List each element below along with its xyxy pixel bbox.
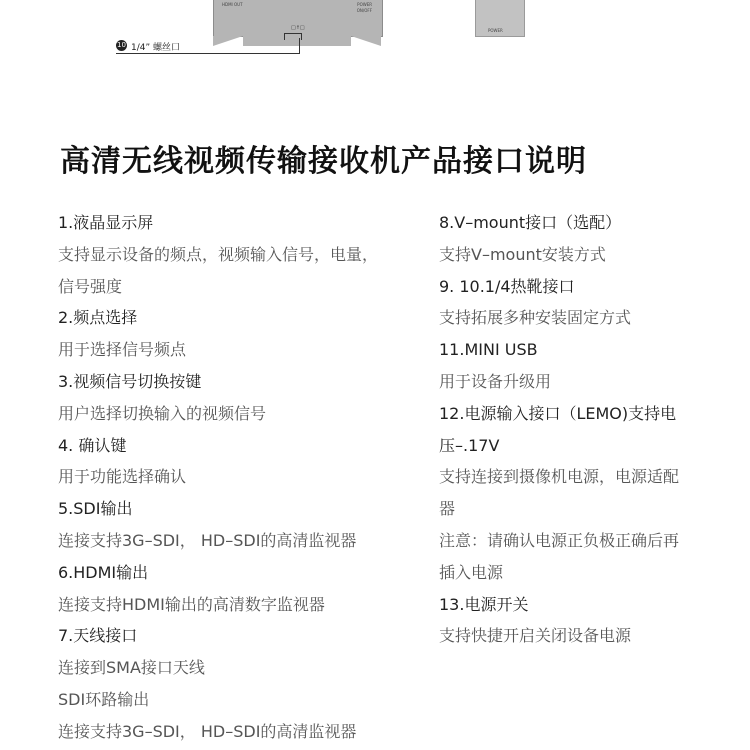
section-description: SDI环路输出 xyxy=(58,689,150,709)
section-description: 器 xyxy=(439,499,456,519)
port-label: □↑□ xyxy=(291,25,305,31)
leader-line-drop xyxy=(299,38,300,54)
device-diagram xyxy=(0,0,750,60)
side-device-label: POWER xyxy=(488,28,503,33)
section-heading: 1.液晶显示屏 xyxy=(58,213,154,232)
section-description: 用于设备升级用 xyxy=(439,371,552,391)
section-heading: 13.电源开关 xyxy=(439,594,529,614)
right-column xyxy=(439,207,729,652)
section-heading: 7.天线接口 xyxy=(58,626,138,646)
section-description: 信号强度 xyxy=(58,276,123,296)
section-description: 插入电源 xyxy=(439,562,504,582)
section-heading: 8.V–mount接口（选配） xyxy=(439,213,622,232)
section-heading: 3.视频信号切换按键 xyxy=(58,371,202,391)
section-heading: 2.频点选择 xyxy=(58,308,138,328)
section-description: 支持显示设备的频点，视频输入信号，电量， xyxy=(58,244,379,264)
side-view-device-drawing xyxy=(475,0,525,37)
device-chamfer-right xyxy=(351,36,381,46)
section-description: 支持连接到摄像机电源，电源适配 xyxy=(439,467,680,487)
device-label-right-bottom: ON/OFF xyxy=(356,8,372,13)
section-description: 用于功能选择确认 xyxy=(58,467,187,487)
callout-number-badge: 10 xyxy=(117,41,126,49)
section-description: 连接支持3G–SDI， HD–SDI的高清监视器 xyxy=(58,530,357,550)
device-label-left: HDMI OUT xyxy=(222,2,243,7)
section-description: 连接支持3G–SDI， HD–SDI的高清监视器 xyxy=(58,721,357,741)
left-column xyxy=(58,207,388,748)
section-description: 支持V–mount安装方式 xyxy=(439,244,606,264)
leader-line xyxy=(116,53,300,54)
section-heading: 9. 10.1/4热靴接口 xyxy=(439,276,575,296)
section-description: 支持快捷开启关闭设备电源 xyxy=(439,626,632,646)
callout-text: 1/4” 螺丝口 xyxy=(131,43,181,53)
receiver-device-drawing xyxy=(213,0,383,37)
section-heading: 5.SDI输出 xyxy=(58,499,133,519)
section-description: 用于选择信号频点 xyxy=(58,340,187,360)
section-heading: 11.MINI USB xyxy=(439,340,538,360)
device-chamfer-left xyxy=(213,36,243,46)
section-heading: 4. 确认键 xyxy=(58,435,127,455)
section-heading: 12.电源输入接口（LEMO)支持电 xyxy=(439,403,677,423)
section-heading: 6.HDMI输出 xyxy=(58,562,149,582)
section-heading: 压–.17V xyxy=(439,435,500,455)
device-label-right-top: POWER xyxy=(357,2,372,7)
section-description: 用户选择切换输入的视频信号 xyxy=(58,403,267,423)
section-description: 支持拓展多种安装固定方式 xyxy=(439,308,632,328)
section-description: 连接支持HDMI输出的高清数字监视器 xyxy=(58,594,325,614)
section-description: 连接到SMA接口天线 xyxy=(58,658,205,678)
section-description: 注意：请确认电源正负极正确后再 xyxy=(439,530,680,550)
page-title: 高清无线视频传输接收机产品接口说明 xyxy=(60,144,587,179)
